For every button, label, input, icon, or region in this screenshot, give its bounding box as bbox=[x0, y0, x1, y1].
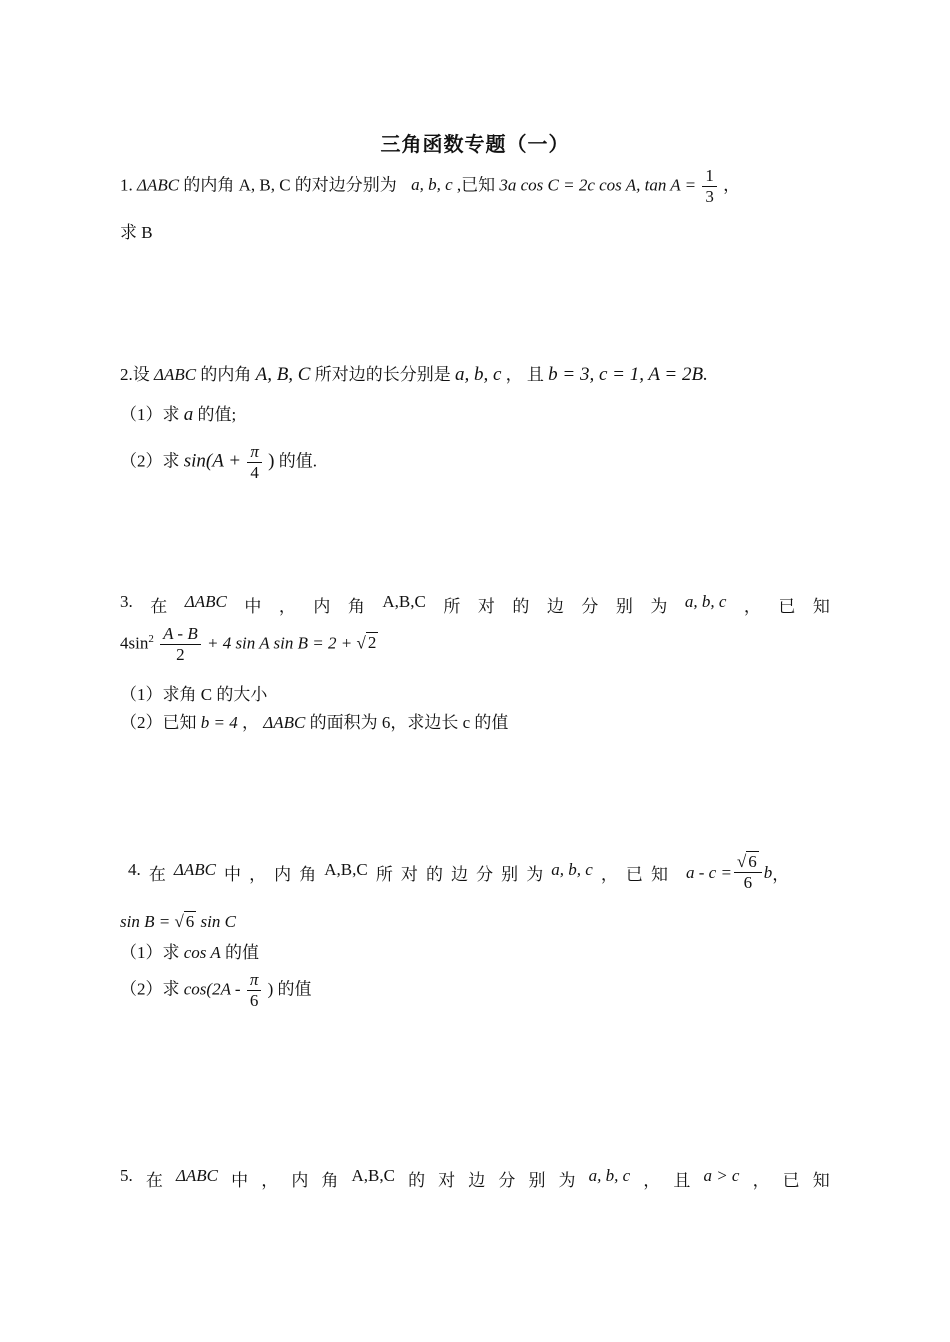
question-text: 的值. bbox=[278, 451, 317, 471]
statement-word: 边 bbox=[451, 865, 468, 884]
statement-word: 且 bbox=[673, 1171, 691, 1190]
problem-4-statement bbox=[128, 852, 830, 893]
fraction-numerator: π bbox=[247, 442, 262, 463]
question-label: （2）求 bbox=[120, 979, 180, 999]
variable: b bbox=[763, 862, 773, 882]
problem-3-question-1: （1）求角 C 的大小 bbox=[120, 685, 268, 704]
question-label: （2）求 bbox=[120, 451, 180, 471]
statement-word: 知 bbox=[650, 865, 668, 884]
statement-word: 5. bbox=[120, 1166, 133, 1185]
triangle-symbol: ΔABC bbox=[263, 713, 306, 732]
statement-text: 所对边的长分别是 bbox=[314, 365, 451, 384]
fraction bbox=[702, 166, 717, 207]
statement-word: 所 bbox=[375, 865, 393, 884]
problem-2-question-2 bbox=[120, 442, 317, 483]
radicand: 6 bbox=[748, 852, 757, 871]
fraction-denominator: 6 bbox=[743, 873, 753, 892]
triangle-symbol: ΔABC bbox=[137, 175, 180, 195]
statement-word: 对 bbox=[477, 597, 495, 616]
statement-word: ， bbox=[278, 597, 296, 616]
statement-text: ,已知 bbox=[456, 175, 496, 195]
condition-formula: b = 4 bbox=[200, 713, 238, 732]
statement-word: 内 bbox=[274, 865, 292, 884]
statement-text: 的内角 A, B, C 的对边分别为 bbox=[183, 175, 397, 195]
radicand: 2 bbox=[367, 633, 377, 653]
statement-word: ， bbox=[743, 597, 761, 616]
statement-word: ， bbox=[249, 865, 267, 884]
statement-word: 在 bbox=[150, 597, 168, 616]
statement-word: 中 bbox=[224, 865, 242, 884]
statement-word: 已 bbox=[625, 865, 643, 884]
punctuation: ， bbox=[241, 713, 259, 732]
problem-4-question-2 bbox=[120, 970, 312, 1011]
fraction-numerator: π bbox=[247, 970, 262, 991]
problem-number: 1. bbox=[120, 175, 133, 195]
side-variables: a, b, c bbox=[411, 175, 453, 195]
condition-formula: a - c = bbox=[686, 862, 732, 882]
statement-word: 为 bbox=[526, 865, 544, 884]
question-label: （1）求 bbox=[120, 405, 180, 424]
statement-word: a, b, c bbox=[588, 1166, 631, 1185]
fraction bbox=[247, 970, 262, 1011]
side-variables: a, b, c bbox=[454, 364, 502, 385]
punctuation: ， bbox=[772, 865, 790, 884]
statement-word: 的 bbox=[512, 597, 530, 616]
statement-word: ΔABC bbox=[173, 860, 216, 879]
equation-part: 4sin bbox=[120, 633, 149, 653]
problem-3-equation: $4\sin^2$ $\frac{A - B}{2}$ + 4 sin A sin B = 2 + √ 2 bbox=[120, 624, 377, 664]
expression: sin(A + bbox=[183, 450, 242, 472]
problem-1-question: 求 B bbox=[120, 223, 153, 242]
statement-word: 别 bbox=[501, 865, 519, 884]
statement-word: 别 bbox=[615, 597, 633, 616]
statement-word: 边 bbox=[468, 1171, 486, 1190]
fraction-denominator: 6 bbox=[249, 991, 259, 1010]
statement-word: 边 bbox=[546, 597, 564, 616]
fraction: $\frac{√ 6}{6}$ bbox=[734, 852, 762, 893]
statement-word: ΔABC bbox=[184, 592, 227, 611]
statement-word: 4. bbox=[128, 860, 141, 879]
statement-word: a, b, c bbox=[684, 592, 727, 611]
punctuation: ， bbox=[723, 175, 741, 195]
question-text: 的面积为 6，求边长 c 的值 bbox=[309, 713, 509, 732]
statement-word: 分 bbox=[581, 597, 599, 616]
fraction-denominator: 2 bbox=[176, 645, 185, 664]
statement-text: ， 且 bbox=[505, 365, 544, 384]
statement-word: 的 bbox=[408, 1171, 426, 1190]
statement-word: 的 bbox=[425, 865, 443, 884]
statement-word: 内 bbox=[291, 1171, 309, 1190]
statement-word: A,B,C bbox=[382, 592, 426, 611]
statement-word: ， bbox=[643, 1171, 661, 1190]
statement-word: ΔABC bbox=[175, 1166, 219, 1185]
question-text: 的值 bbox=[277, 979, 312, 999]
statement-word: 中 bbox=[231, 1171, 249, 1190]
statement-word: 分 bbox=[498, 1171, 516, 1190]
expression: cos A bbox=[183, 943, 221, 962]
problem-4-condition-2: sin B = √ 6 sin C bbox=[120, 912, 236, 931]
statement-word: 在 bbox=[145, 1171, 163, 1190]
condition-formula: 3a cos C = 2c cos A, tan A = bbox=[499, 175, 697, 195]
statement-word: 知 bbox=[812, 1171, 830, 1190]
statement-word: 知 bbox=[812, 597, 830, 616]
question-label: （1）求 bbox=[120, 943, 180, 962]
problem-2-statement bbox=[120, 360, 708, 386]
statement-word: 所 bbox=[443, 597, 461, 616]
problem-3-question-2 bbox=[120, 708, 508, 733]
statement-word: 在 bbox=[148, 865, 166, 884]
paren: ) bbox=[267, 979, 274, 999]
equation-part: + 4 sin A sin B = 2 + bbox=[206, 633, 353, 653]
statement-word: 中 bbox=[244, 597, 262, 616]
problem-number: 2.设 bbox=[120, 365, 150, 384]
angle-variables: A, B, C bbox=[255, 364, 311, 385]
problem-3-statement bbox=[120, 592, 830, 617]
statement-word: A,B,C bbox=[351, 1166, 395, 1185]
statement-word: 为 bbox=[650, 597, 668, 616]
statement-word: 角 bbox=[299, 865, 317, 884]
statement-word: ， bbox=[600, 865, 618, 884]
exponent: 2 bbox=[148, 632, 154, 645]
statement-word: 已 bbox=[778, 597, 796, 616]
triangle-symbol: ΔABC bbox=[154, 365, 197, 384]
fraction-numerator: A - B bbox=[160, 624, 201, 645]
statement-word: ， bbox=[261, 1171, 279, 1190]
question-text: 的值; bbox=[197, 405, 237, 424]
statement-text: 的内角 bbox=[200, 365, 252, 384]
question-label: （2）已知 bbox=[120, 713, 197, 732]
statement-word: 已 bbox=[782, 1171, 800, 1190]
statement-word: a > c bbox=[703, 1166, 740, 1185]
statement-word: 对 bbox=[400, 865, 418, 884]
problem-4-question-1 bbox=[120, 938, 259, 963]
problem-1-statement bbox=[120, 166, 740, 207]
statement-word: 内 bbox=[313, 597, 331, 616]
fraction bbox=[160, 624, 201, 665]
fraction bbox=[247, 442, 262, 483]
statement-word: 别 bbox=[528, 1171, 546, 1190]
statement-word: 角 bbox=[321, 1171, 339, 1190]
problem-4-words bbox=[128, 860, 668, 885]
statement-word: 对 bbox=[438, 1171, 456, 1190]
fraction-denominator: 3 bbox=[705, 187, 714, 206]
problem-2-question-1 bbox=[120, 400, 236, 426]
expression: cos(2A - bbox=[183, 979, 241, 999]
radicand: 6 bbox=[185, 912, 195, 931]
statement-word: 3. bbox=[120, 592, 133, 611]
condition-formula: b = 3, c = 1, A = 2B. bbox=[548, 364, 708, 385]
statement-word: 角 bbox=[347, 597, 365, 616]
fraction-denominator: 4 bbox=[250, 463, 259, 482]
page-title: 三角函数专题（一） bbox=[380, 134, 570, 156]
paren: ) bbox=[268, 450, 275, 472]
statement-word: a, b, c bbox=[551, 860, 593, 879]
statement-word: 分 bbox=[476, 865, 494, 884]
question-text: 的值 bbox=[225, 943, 259, 962]
statement-word: ， bbox=[752, 1171, 770, 1190]
problem-5-statement bbox=[120, 1166, 830, 1191]
condition-formula: sin B = bbox=[120, 912, 171, 931]
fraction-numerator: 1 bbox=[702, 166, 717, 187]
statement-word: A,B,C bbox=[324, 860, 368, 879]
statement-word: 为 bbox=[558, 1171, 576, 1190]
condition-formula: sin C bbox=[200, 912, 236, 931]
variable: a bbox=[183, 404, 194, 425]
